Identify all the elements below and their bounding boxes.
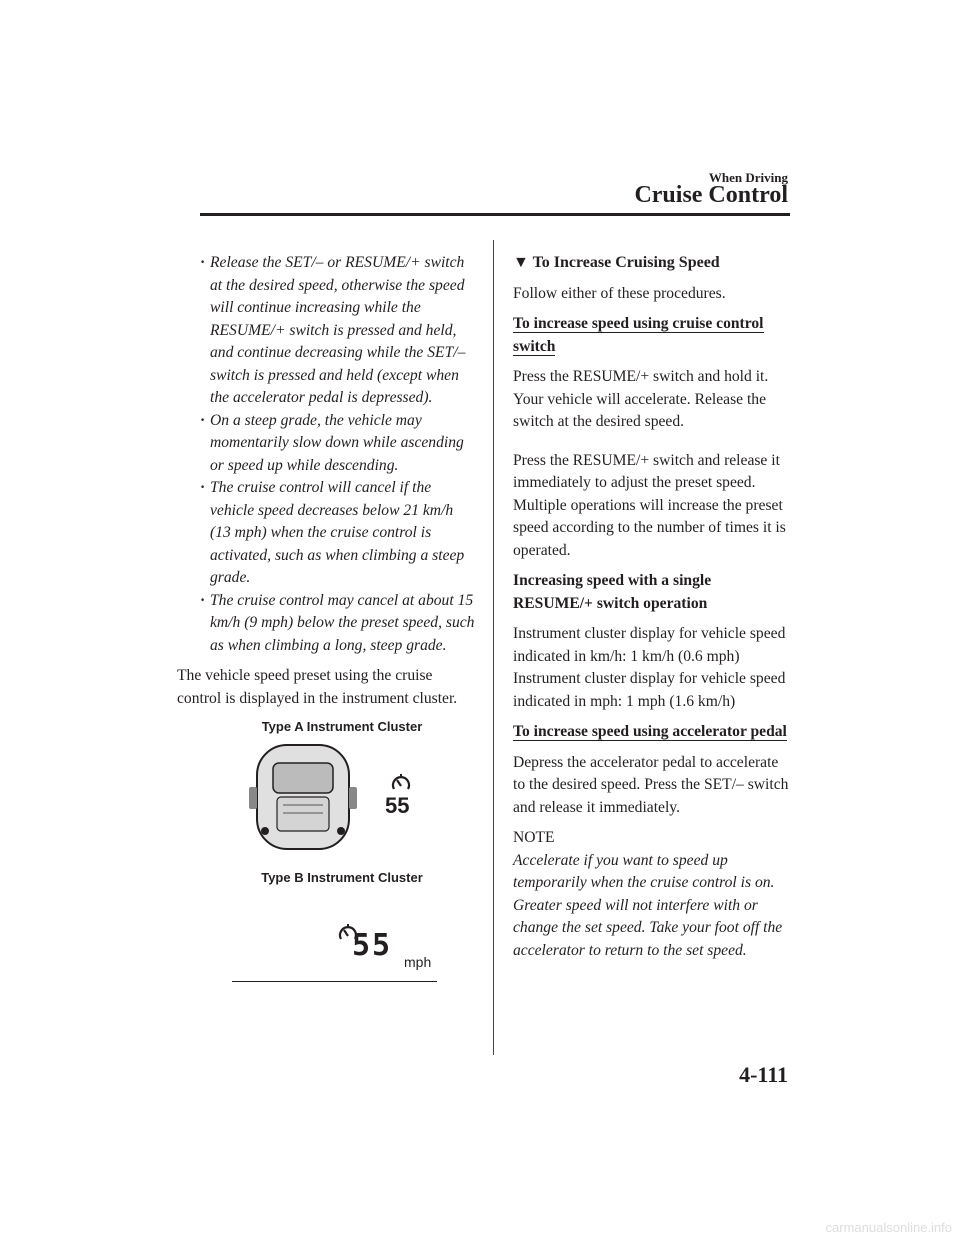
bullet-item: · The cruise control will cancel if the vehicle speed decreases below 21 km/h (13 mph) when the cruise control is activated, such as when climbing a steep grade.	[177, 477, 477, 590]
right-column	[513, 252, 793, 962]
figure-caption-a: Type A Instrument Cluster	[261, 719, 423, 734]
subheading: To increase speed using accelerator pedal	[513, 723, 787, 740]
cruise-speedometer-icon	[390, 773, 412, 795]
section-heading: ▼ To Increase Cruising Speed	[513, 254, 720, 271]
figure-caption-b: Type B Instrument Cluster	[261, 869, 423, 885]
note-label: NOTE	[513, 829, 555, 846]
heading-marker: ▼	[513, 254, 529, 271]
speed-readout-b: 55	[352, 928, 393, 963]
bold-subheading: Increasing speed with a single RESUME/+ switch operation	[513, 572, 712, 612]
paragraph: Press the RESUME/+ switch and hold it. Your vehicle will accelerate. Release the switch at the desired speed.	[513, 368, 769, 430]
section-label: When Driving	[708, 170, 788, 185]
paragraph: Press the RESUME/+ switch and release it immediately to adjust the preset speed. Multiple operations will increase the preset speed according to the number of times it is operated.	[513, 451, 786, 559]
note-text: Accelerate if you want to speed up temporarily when the cruise control is on. Greater speed will not interfere with or change the set speed. Take your foot off the accelerator to return to the set speed.	[513, 851, 783, 959]
bullet-item: · The cruise control may cancel at about 15 km/h (9 mph) below the preset speed, such as when climbing a long, steep grade.	[177, 590, 477, 658]
footer-watermark: carmanualsonline.info	[825, 1220, 952, 1235]
figure-b	[232, 889, 437, 982]
speed-readout-a: 55	[385, 792, 410, 818]
paragraph: Follow either of these procedures.	[513, 284, 726, 302]
bullet-item: · On a steep grade, the vehicle may momentarily slow down while ascending or speed up while descending.	[177, 410, 477, 478]
paragraph: Instrument cluster display for vehicle speed indicated in mph: 1 mph (1.6 km/h)	[513, 670, 786, 710]
bullet-item: · Release the SET/– or RESUME/+ switch at the desired speed, otherwise the speed will continue increasing while the RESUME/+ switch is pressed and held, and continue decreasing while the SET/– switch is pressed and held (except when the accelerator pedal is depressed).	[177, 252, 477, 410]
page-number: 4-111	[739, 1062, 788, 1087]
column-divider	[493, 240, 494, 1055]
subheading: To increase speed using cruise control switch	[513, 315, 764, 355]
paragraph: Depress the accelerator pedal to accelerate to the desired speed. Press the SET/– switch and release it immediately.	[513, 753, 789, 816]
speed-unit: mph	[404, 954, 432, 970]
paragraph: The vehicle speed preset using the cruise control is displayed in the instrument cluster.	[177, 667, 458, 707]
figure-a	[177, 739, 477, 867]
page-title: Cruise Control	[634, 182, 788, 208]
header-rule	[200, 213, 790, 216]
left-column	[177, 252, 477, 982]
paragraph: Instrument cluster display for vehicle speed indicated in km/h: 1 km/h (0.6 mph)	[513, 625, 786, 665]
car-top-view-illustration	[177, 739, 477, 867]
